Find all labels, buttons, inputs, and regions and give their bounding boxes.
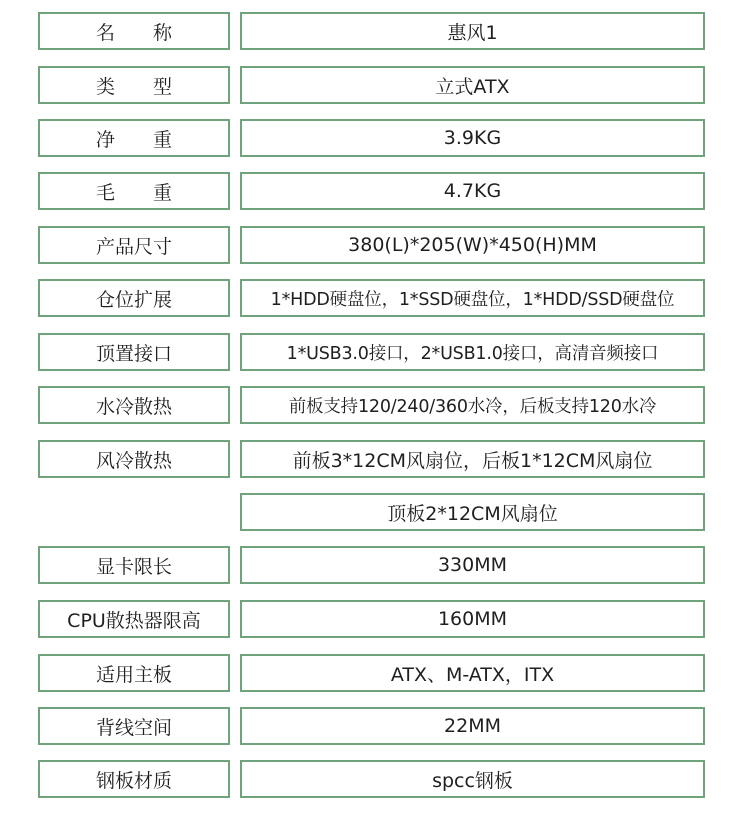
spec-label-gross-weight: 毛 重: [38, 172, 230, 210]
spec-value-cpu-cooler-height: 160MM: [240, 600, 705, 638]
spec-value-motherboard: ATX、M-ATX，ITX: [240, 654, 705, 692]
spec-value-dimensions: 380(L)*205(W)*450(H)MM: [240, 226, 705, 264]
spec-label-steel-material: 钢板材质: [38, 760, 230, 798]
spec-value-gross-weight: 4.7KG: [240, 172, 705, 210]
spec-label-name: 名 称: [38, 12, 230, 50]
spec-value-top-io: 1*USB3.0接口，2*USB1.0接口，高清音频接口: [240, 333, 705, 371]
spec-label-air-cooling: 风冷散热: [38, 440, 230, 478]
spec-value-name: 惠风1: [240, 12, 705, 50]
spec-value-water-cooling: 前板支持120/240/360水冷，后板支持120水冷: [240, 386, 705, 424]
spec-value-air-cooling: 前板3*12CM风扇位，后板1*12CM风扇位: [240, 440, 705, 478]
spec-value-air-cooling-top: 顶板2*12CM风扇位: [240, 493, 705, 531]
spec-value-type: 立式ATX: [240, 66, 705, 104]
spec-value-gpu-length: 330MM: [240, 546, 705, 584]
spec-label-motherboard: 适用主板: [38, 654, 230, 692]
spec-label-gpu-length: 显卡限长: [38, 546, 230, 584]
spec-label-net-weight: 净 重: [38, 119, 230, 157]
spec-label-dimensions: 产品尺寸: [38, 226, 230, 264]
spec-label-cable-space: 背线空间: [38, 707, 230, 745]
spec-value-drive-bays: 1*HDD硬盘位，1*SSD硬盘位，1*HDD/SSD硬盘位: [240, 279, 705, 317]
spec-label-cpu-cooler-height: CPU散热器限高: [38, 600, 230, 638]
spec-label-drive-bays: 仓位扩展: [38, 279, 230, 317]
spec-value-net-weight: 3.9KG: [240, 119, 705, 157]
spec-value-cable-space: 22MM: [240, 707, 705, 745]
spec-label-top-io: 顶置接口: [38, 333, 230, 371]
spec-label-type: 类 型: [38, 66, 230, 104]
spec-label-water-cooling: 水冷散热: [38, 386, 230, 424]
spec-value-steel-material: spcc钢板: [240, 760, 705, 798]
